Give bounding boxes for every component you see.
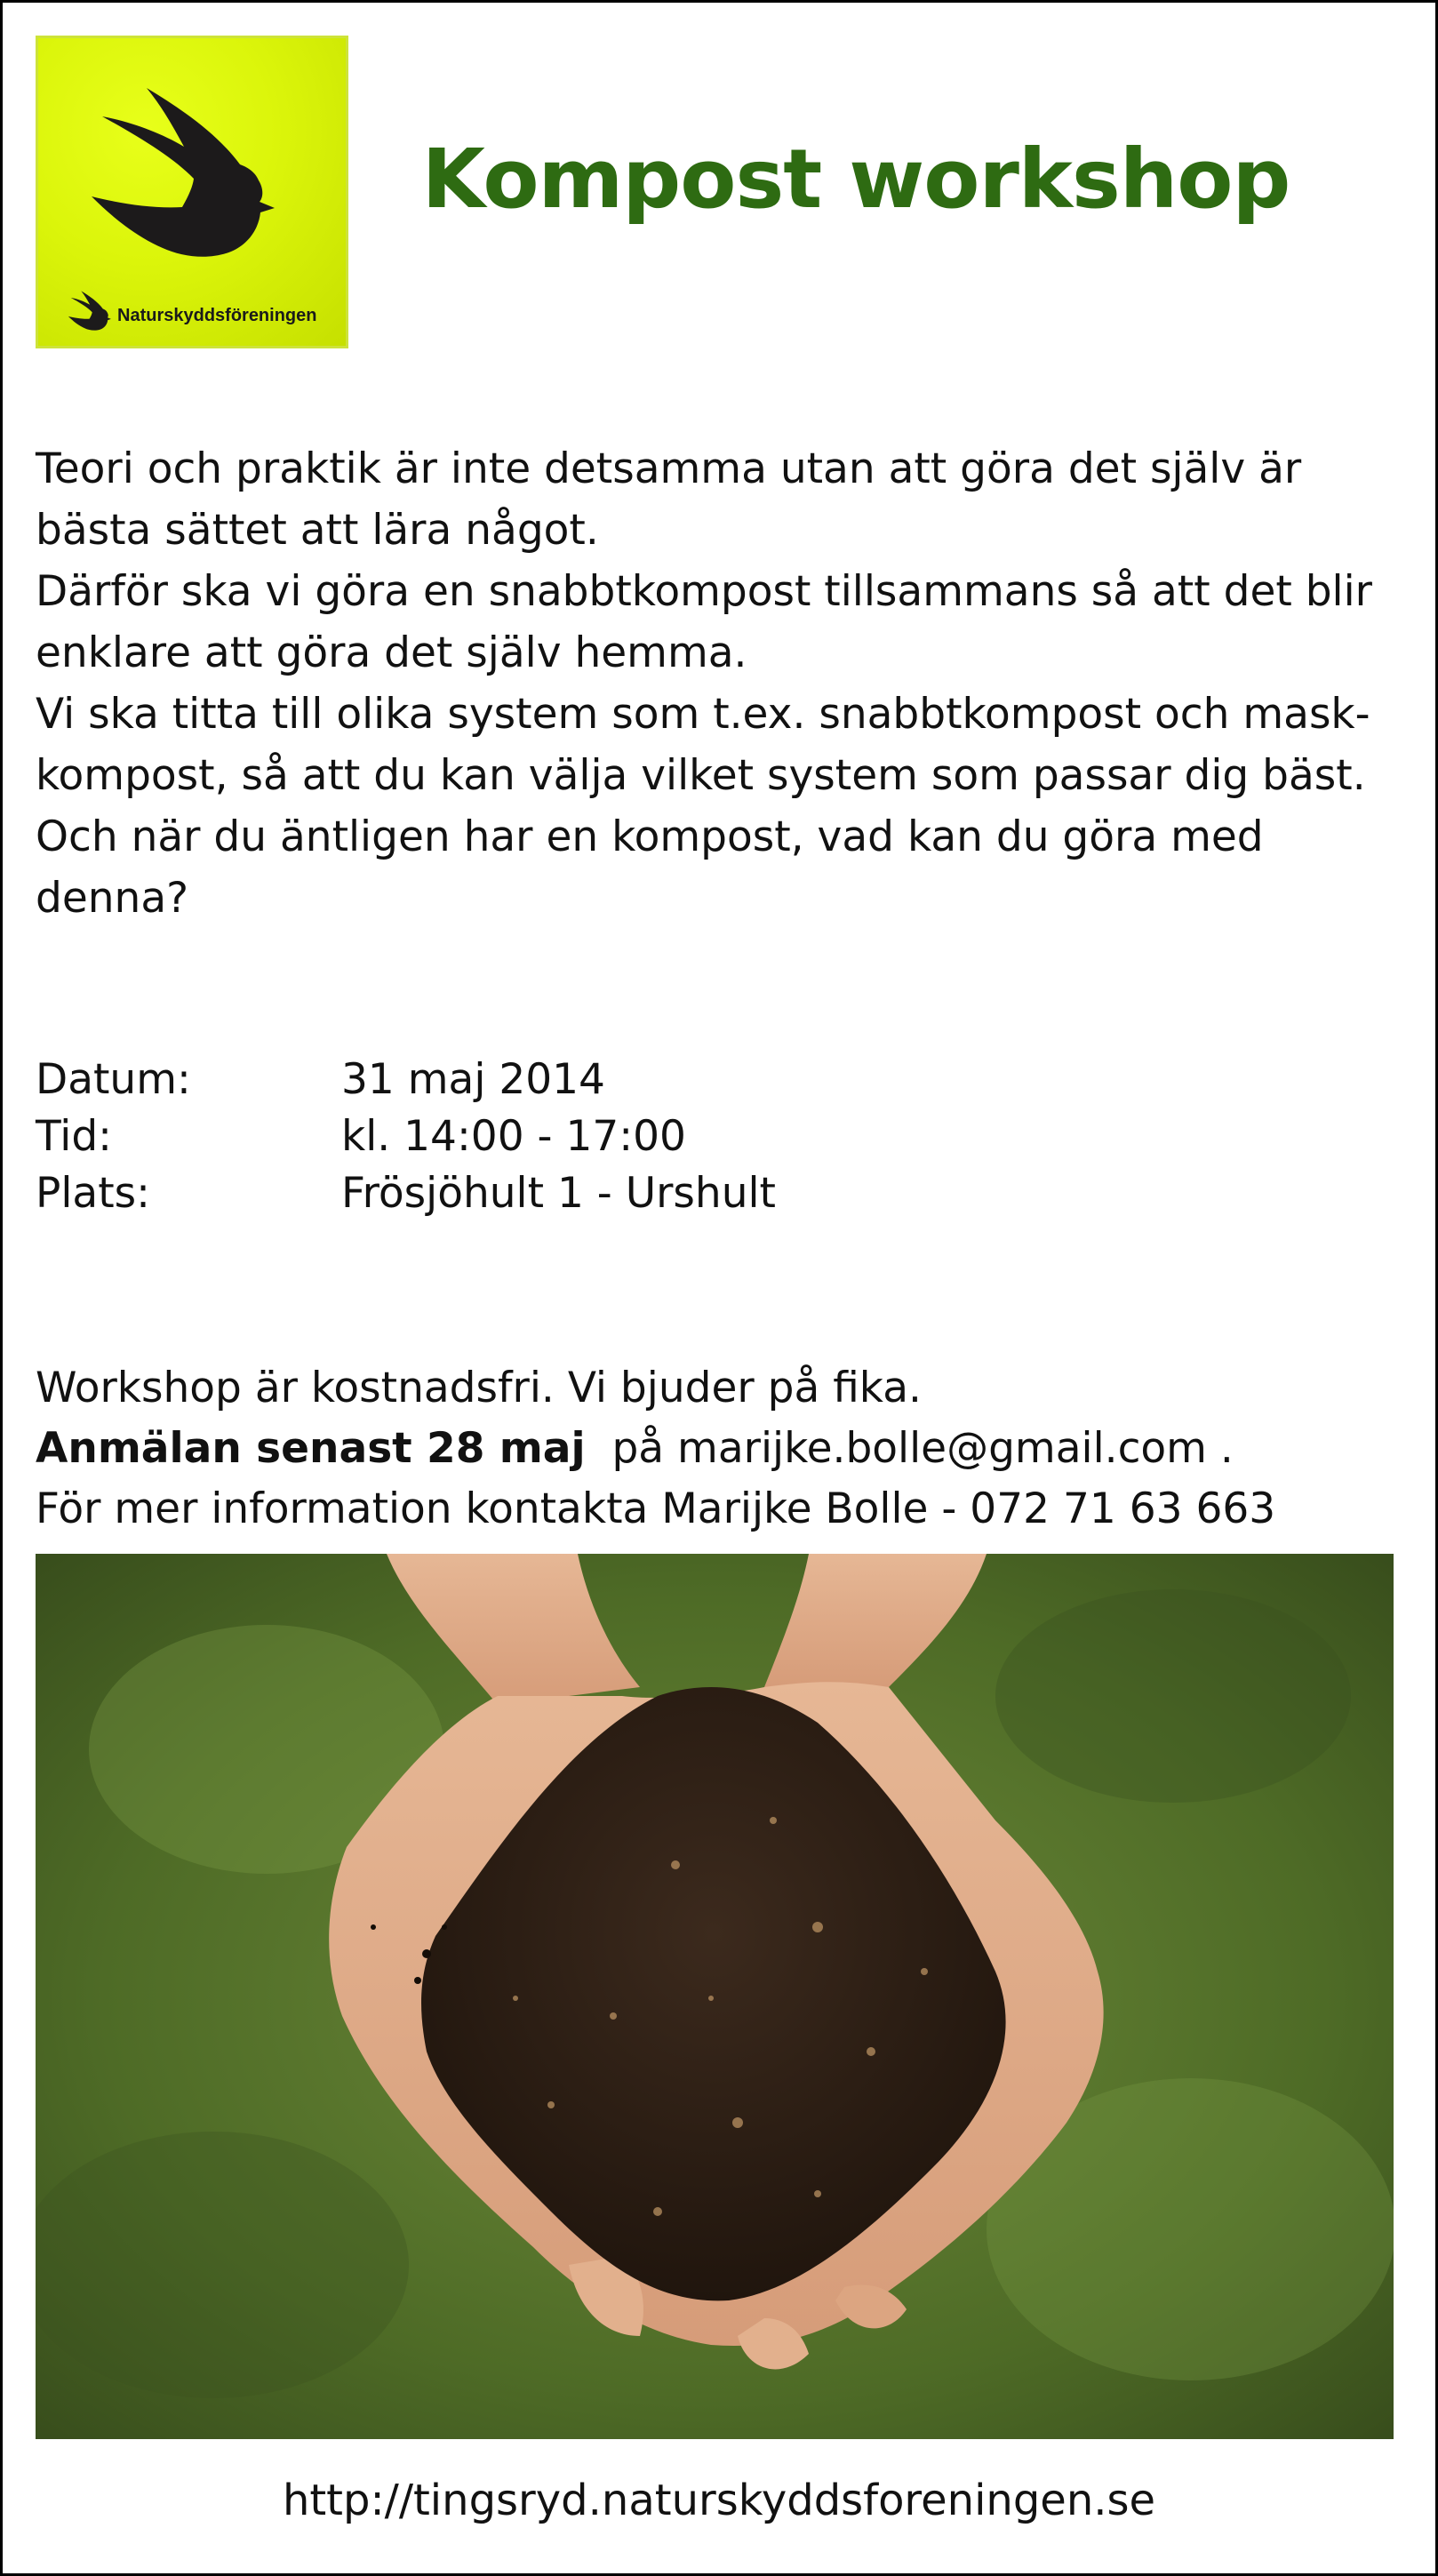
- time-value: kl. 14:00 - 17:00: [341, 1112, 686, 1161]
- detail-row-date: [36, 1052, 776, 1108]
- deadline-text: Anmälan senast 28 maj: [36, 1424, 586, 1473]
- date-label: Datum:: [36, 1055, 191, 1104]
- naturskyddsforeningen-logo: [36, 36, 348, 348]
- description: [36, 438, 1422, 929]
- date-value: 31 maj 2014: [341, 1055, 605, 1104]
- hands-holding-compost-image: [36, 1554, 1394, 2439]
- contact-info: För mer information kontakta Marijke Bolle - 072 71 63 663: [36, 1484, 1276, 1533]
- deadline-line: [36, 1419, 1275, 1479]
- description-paragraph: Och när du äntligen har en kompost, vad kan du göra med denna?: [36, 812, 1264, 923]
- logo-org-name: Naturskyddsföreningen: [117, 306, 317, 325]
- detail-row-time: [36, 1108, 776, 1165]
- description-paragraph: Därför ska vi göra en snabbtkompost tillsammans så att det blir enklare att göra det själv hemma.: [36, 567, 1372, 677]
- description-paragraph: Teori och praktik är inte detsamma utan att göra det själv är bästa sättet att lära något.: [36, 444, 1302, 555]
- detail-row-place: [36, 1165, 776, 1222]
- description-paragraph: Vi ska titta till olika system som t.ex. snabbtkompost och mask-kompost, så att du kan välja vilket system som passar dig bäst.: [36, 690, 1370, 800]
- website-url[interactable]: http://tingsryd.naturskyddsforeningen.se: [282, 2476, 1156, 2525]
- cost-note: Workshop är kostnadsfri. Vi bjuder på fika.: [36, 1364, 922, 1412]
- swallow-bird-icon: [84, 83, 298, 296]
- registration-email[interactable]: på marijke.bolle@gmail.com .: [611, 1424, 1234, 1473]
- small-swallow-icon: [63, 290, 120, 340]
- registration-info: [36, 1358, 1275, 1540]
- place-label: Plats:: [36, 1169, 150, 1218]
- poster-title: Kompost workshop: [421, 132, 1290, 227]
- event-details: [36, 1052, 776, 1222]
- time-label: Tid:: [36, 1112, 112, 1161]
- place-value: Frösjöhult 1 - Urshult: [341, 1169, 776, 1218]
